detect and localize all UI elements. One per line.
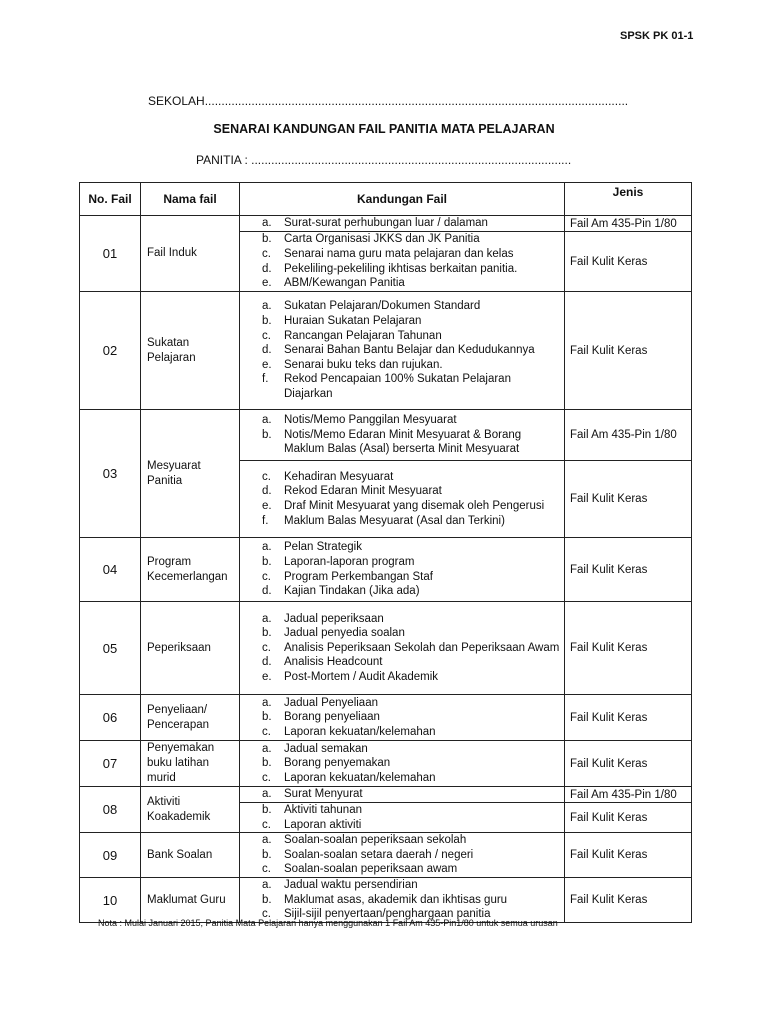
item-letter: a.: [262, 541, 272, 554]
item-letter: b.: [262, 555, 272, 568]
item-text: Jadual semakan: [284, 742, 368, 755]
list-item: [244, 725, 560, 740]
item-text: Soalan-soalan setara daerah / negeri: [284, 848, 474, 861]
item-text: Huraian Sukatan Pelajaran: [284, 315, 422, 328]
list-item: [244, 343, 560, 358]
table-row: [80, 741, 692, 787]
item-text: Notis/Memo Edaran Minit Mesyuarat & Borang Maklum Balas (Asal) berserta Minit Mesyuarat: [284, 428, 522, 456]
panitia-field: PANITIA : ................................................................................................: [196, 153, 572, 167]
list-item: [244, 372, 560, 401]
type-secondary: Fail Kulit Keras: [565, 460, 691, 537]
item-letter: e.: [262, 500, 272, 512]
item-letter: a.: [262, 742, 272, 755]
footnote: Nota : Mulai Januari 2015, Panitia Mata Pelajaran hanya menggunakan 1 Fail Am 435-Pin1/80 untuk semua urusan: [98, 918, 558, 928]
item-text: ABM/Kewangan Panitia: [284, 277, 405, 290]
list-item: [244, 570, 560, 585]
list-item: [244, 848, 560, 863]
item-letter: b.: [262, 233, 272, 246]
type-secondary: Fail Kulit Keras: [565, 802, 691, 832]
item-text: Analisis Headcount: [284, 656, 383, 669]
item-letter: a.: [262, 834, 272, 847]
list-item: [244, 276, 560, 291]
item-letter: b.: [262, 893, 272, 906]
item-text: Borang penyemakan: [284, 757, 391, 770]
table-row: [80, 538, 692, 602]
list-item: [244, 484, 560, 499]
item-text: Surat-surat perhubungan luar / dalaman: [284, 217, 488, 230]
file-name: Mesyuarat Panitia: [141, 410, 240, 538]
item-letter: b.: [262, 848, 272, 861]
table-row: [80, 602, 692, 695]
file-name: Sukatan Pelajaran: [141, 292, 240, 410]
table-row: [80, 410, 692, 538]
header-name: Nama fail: [141, 183, 240, 216]
list-item: [244, 584, 560, 599]
item-letter: d.: [262, 585, 272, 598]
list-item: [244, 803, 560, 818]
item-text: Pelan Strategik: [284, 541, 362, 554]
item-letter: b.: [262, 757, 272, 770]
file-number: 01: [80, 216, 141, 292]
file-number: 06: [80, 695, 141, 741]
list-item: [244, 247, 560, 262]
table-row: [80, 292, 692, 410]
item-letter: c.: [262, 570, 271, 583]
list-item: [244, 499, 560, 514]
item-text: Notis/Memo Panggilan Mesyuarat: [284, 414, 457, 427]
item-letter: a.: [262, 788, 272, 801]
item-letter: e.: [262, 358, 272, 371]
type-primary: Fail Am 435-Pin 1/80: [570, 217, 677, 230]
file-number: 04: [80, 538, 141, 602]
file-name: Bank Soalan: [141, 833, 240, 878]
item-letter: b.: [262, 315, 272, 328]
item-text: Pekeliling-pekeliling ikhtisas berkaitan panitia.: [284, 262, 518, 275]
list-item: [244, 655, 560, 670]
table-row: [80, 695, 692, 741]
item-letter: e.: [262, 670, 272, 683]
type-cell: Fail Kulit Keras: [565, 741, 692, 787]
item-text: Rekod Edaran Minit Mesyuarat: [284, 485, 442, 498]
type-cell: Fail Kulit Keras: [565, 833, 692, 878]
list-item: [244, 626, 560, 641]
type-primary: Fail Am 435-Pin 1/80: [570, 788, 677, 801]
table-row: [80, 216, 692, 292]
file-name: Program Kecemerlangan: [141, 538, 240, 602]
item-letter: b.: [262, 711, 272, 724]
item-letter: c.: [262, 908, 271, 921]
list-item: [244, 878, 560, 893]
list-item: [244, 612, 560, 627]
school-field: SEKOLAH...............................................................................................................................: [148, 94, 629, 108]
header-type: Jenis: [565, 183, 692, 216]
file-number: 02: [80, 292, 141, 410]
list-item: [244, 742, 560, 757]
list-item: [244, 670, 560, 685]
item-text: Surat Menyurat: [284, 788, 363, 801]
file-number: 07: [80, 741, 141, 787]
header-no: No. Fail: [80, 183, 141, 216]
item-text: Carta Organisasi JKKS dan JK Panitia: [284, 233, 480, 246]
header-content: Kandungan Fail: [240, 183, 565, 216]
item-text: Analisis Peperiksaan Sekolah dan Peperiksaan Awam: [284, 641, 560, 654]
type-primary: Fail Am 435-Pin 1/80: [570, 429, 677, 441]
item-text: Jadual waktu persendirian: [284, 879, 418, 892]
list-item: [244, 216, 560, 231]
item-text: Rekod Pencapaian 100% Sukatan Pelajaran Diajarkan: [284, 373, 511, 400]
list-item: [244, 470, 560, 485]
item-text: Jadual peperiksaan: [284, 612, 384, 625]
item-text: Sukatan Pelajaran/Dokumen Standard: [284, 300, 481, 313]
file-name: Penyeliaan/ Pencerapan: [141, 695, 240, 741]
file-name: Aktiviti Koakademik: [141, 787, 240, 833]
list-item: [244, 428, 560, 457]
item-text: Maklumat asas, akademik dan ikhtisas guru: [284, 893, 508, 906]
table-row: [80, 787, 692, 833]
type-cell: Fail Kulit Keras: [565, 602, 692, 695]
type-cell: Fail Kulit Keras: [565, 292, 692, 410]
item-text: Soalan-soalan peperiksaan awam: [284, 863, 458, 876]
table-row: [80, 878, 692, 923]
list-item: [244, 358, 560, 373]
item-text: Laporan kekuatan/kelemahan: [284, 725, 436, 738]
item-letter: f.: [262, 514, 269, 527]
item-text: Senarai nama guru mata pelajaran dan kelas: [284, 247, 514, 260]
list-item: [244, 299, 560, 314]
item-letter: d.: [262, 485, 272, 498]
list-item: [244, 641, 560, 656]
item-letter: a.: [262, 612, 272, 625]
file-number: 09: [80, 833, 141, 878]
item-text: Post-Mortem / Audit Akademik: [284, 670, 439, 683]
item-letter: c.: [262, 329, 271, 342]
item-letter: b.: [262, 428, 272, 441]
item-letter: c.: [262, 641, 271, 654]
item-letter: f.: [262, 373, 269, 386]
item-text: Jadual Penyeliaan: [284, 696, 378, 709]
item-text: Kajian Tindakan (Jika ada): [284, 585, 420, 598]
item-text: Rancangan Pelajaran Tahunan: [284, 329, 442, 342]
item-letter: c.: [262, 247, 271, 260]
file-number: 03: [80, 410, 141, 538]
item-letter: a.: [262, 879, 272, 892]
item-letter: c.: [262, 863, 271, 876]
document-code: SPSK PK 01-1: [620, 30, 694, 42]
item-letter: a.: [262, 217, 272, 230]
file-name: Maklumat Guru: [141, 878, 240, 923]
item-letter: d.: [262, 262, 272, 275]
list-item: [244, 833, 560, 848]
item-letter: a.: [262, 696, 272, 709]
item-letter: c.: [262, 771, 271, 784]
list-item: [244, 413, 560, 428]
item-text: Senarai Bahan Bantu Belajar dan Kedudukannya: [284, 344, 535, 357]
file-number: 05: [80, 602, 141, 695]
list-item: [244, 710, 560, 725]
list-item: [244, 818, 560, 833]
item-text: Program Perkembangan Staf: [284, 570, 433, 583]
item-text: Sijil-sijil penyertaan/penghargaan panitia: [284, 908, 491, 921]
type-cell: Fail Kulit Keras: [565, 878, 692, 923]
file-name: Fail Induk: [141, 216, 240, 292]
item-letter: d.: [262, 344, 272, 357]
item-text: Draf Minit Mesyuarat yang disemak oleh Pengerusi: [284, 500, 545, 512]
item-letter: d.: [262, 656, 272, 669]
list-item: [244, 696, 560, 711]
item-letter: c.: [262, 470, 271, 483]
list-item: [244, 329, 560, 344]
item-text: Jadual penyedia soalan: [284, 627, 405, 640]
item-text: Aktiviti tahunan: [284, 803, 362, 816]
list-item: [244, 756, 560, 771]
list-item: [244, 514, 560, 529]
item-text: Laporan aktiviti: [284, 818, 362, 831]
item-letter: b.: [262, 627, 272, 640]
item-text: Laporan-laporan program: [284, 555, 415, 568]
file-number: 10: [80, 878, 141, 923]
file-name: Penyemakan buku latihan murid: [141, 741, 240, 787]
item-letter: b.: [262, 803, 272, 816]
list-item: [244, 540, 560, 555]
item-text: Soalan-soalan peperiksaan sekolah: [284, 834, 467, 847]
item-text: Kehadiran Mesyuarat: [284, 470, 394, 483]
list-item: [244, 893, 560, 908]
type-cell: Fail Kulit Keras: [565, 538, 692, 602]
item-text: Borang penyeliaan: [284, 711, 380, 724]
list-item: [244, 232, 560, 247]
item-letter: a.: [262, 414, 272, 427]
list-item: [244, 787, 560, 802]
item-text: Senarai buku teks dan rujukan.: [284, 358, 443, 371]
page-title: SENARAI KANDUNGAN FAIL PANITIA MATA PELAJARAN: [213, 122, 555, 136]
file-name: Peperiksaan: [141, 602, 240, 695]
list-item: [244, 262, 560, 277]
type-secondary: Fail Kulit Keras: [565, 231, 691, 291]
item-letter: c.: [262, 818, 271, 831]
table-row: [80, 833, 692, 878]
file-number: 08: [80, 787, 141, 833]
item-text: Maklum Balas Mesyuarat (Asal dan Terkini): [284, 514, 505, 527]
type-cell: Fail Kulit Keras: [565, 695, 692, 741]
list-item: [244, 314, 560, 329]
list-item: [244, 771, 560, 786]
list-item: [244, 862, 560, 877]
item-letter: e.: [262, 277, 272, 290]
file-contents-table: [79, 182, 692, 923]
item-letter: a.: [262, 300, 272, 313]
list-item: [244, 555, 560, 570]
item-letter: c.: [262, 725, 271, 738]
item-text: Laporan kekuatan/kelemahan: [284, 771, 436, 784]
